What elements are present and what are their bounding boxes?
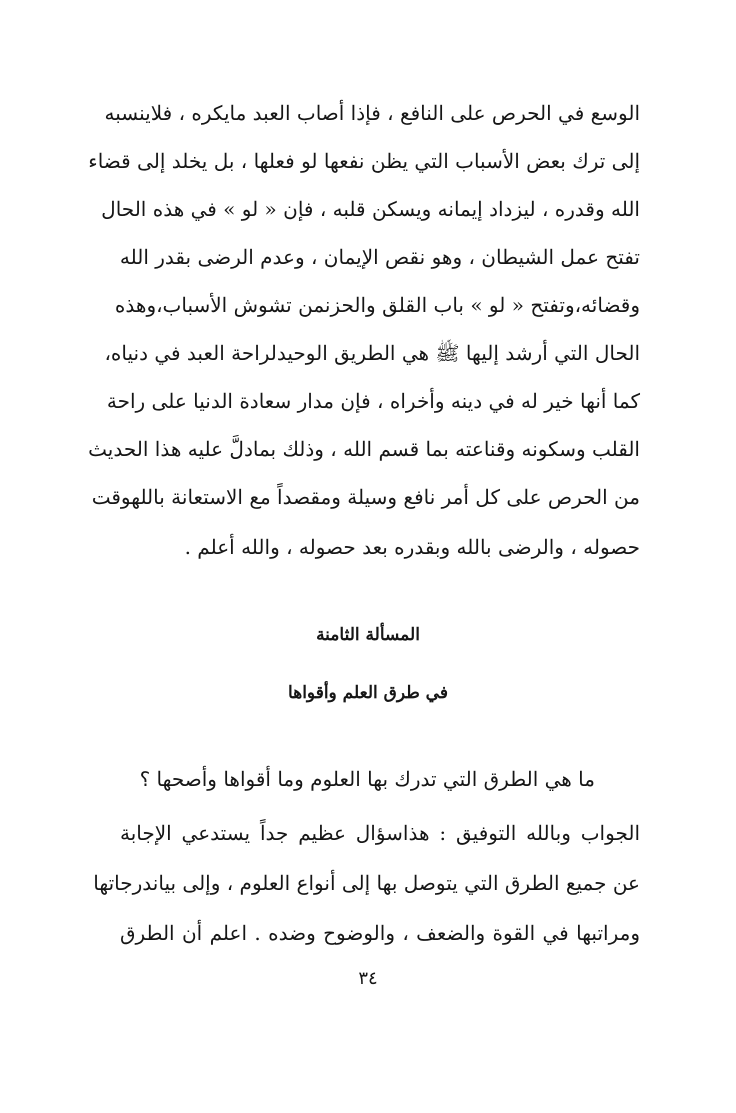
text-line: وقضائه،وتفتح « لو » باب القلق والحزنمن تشوش الأسباب،وهذه bbox=[114, 293, 640, 317]
text-line: الله وقدره ، ليزداد إيمانه ويسكن قلبه ، فإن « لو » في هذه الحال bbox=[101, 197, 640, 221]
text-line: الحال التي أرشد إليها ﷺ هي الطريق الوحيدلراحة العبد في دنياه، bbox=[104, 341, 640, 365]
section-subtitle: في طرق العلم وأقواها bbox=[288, 683, 448, 703]
text-line: القلب وسكونه وقناعته بما قسم الله ، وذلك بمادلَّ عليه هذا الحديث bbox=[88, 437, 640, 461]
text-line: من الحرص على كل أمر نافع وسيلة ومقصداً مع الاستعانة باللهوقت bbox=[91, 485, 640, 509]
text-line: حصوله ، والرضى بالله وبقدره بعد حصوله ، والله أعلم . bbox=[184, 535, 640, 559]
text-line: ومراتبها في القوة والضعف ، والوضوح وضده . اعلم أن الطرق bbox=[120, 921, 640, 945]
section-title: المسألة الثامنة bbox=[316, 625, 420, 645]
text-line: إلى ترك بعض الأسباب التي يظن نفعها لو فعلها ، بل يخلد إلى قضاء bbox=[88, 149, 640, 173]
page-number: ٣٤ bbox=[358, 968, 378, 989]
text-line: كما أنها خير له في دينه وأخراه ، فإن مدار سعادة الدنيا على راحة bbox=[106, 389, 640, 413]
text-line: الوسع في الحرص على النافع ، فإذا أصاب العبد مايكره ، فلاينسبه bbox=[104, 101, 640, 125]
question-text: ما هي الطرق التي تدرك بها العلوم وما أقواها وأصحها ؟ bbox=[139, 767, 595, 791]
text-line: عن جميع الطرق التي يتوصل بها إلى أنواع العلوم ، وإلى بياندرجاتها bbox=[93, 871, 640, 895]
text-line: الجواب وبالله التوفيق : هذاسؤال عظيم جداً يستدعي الإجابة bbox=[120, 821, 640, 845]
text-line: تفتح عمل الشيطان ، وهو نقص الإيمان ، وعدم الرضى بقدر الله bbox=[119, 245, 640, 269]
